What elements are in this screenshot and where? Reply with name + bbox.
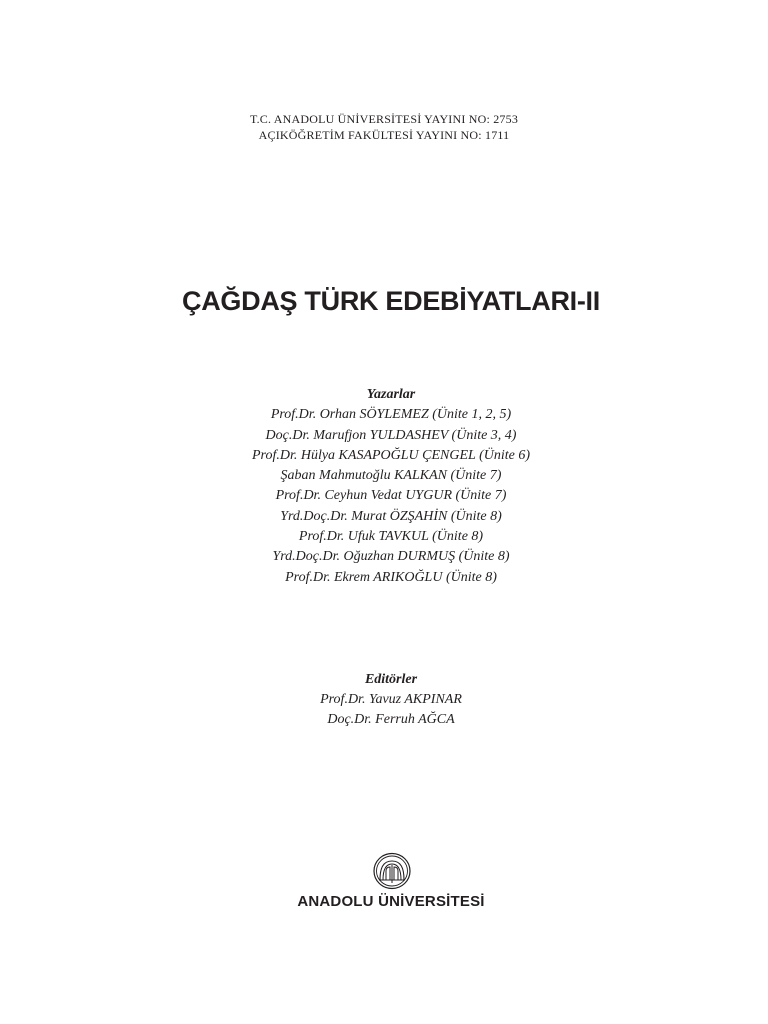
author-line: Prof.Dr. Ceyhun Vedat UYGUR (Ünite 7): [275, 488, 507, 504]
faculty-publication-number-line: AÇIKÖĞRETİM FAKÜLTESİ YAYINI NO: 1711: [258, 128, 510, 142]
author-line: Prof.Dr. Ekrem ARIKOĞLU (Ünite 8): [285, 569, 497, 585]
editor-line: Doç.Dr. Ferruh AĞCA: [327, 712, 455, 727]
author-line: Prof.Dr. Orhan SÖYLEMEZ (Ünite 1, 2, 5): [270, 407, 512, 423]
publisher-info: [0, 111, 768, 143]
book-title: ÇAĞDAŞ TÜRK EDEBİYATLARI-II: [182, 286, 600, 316]
publication-number-line: T.C. ANADOLU ÜNİVERSİTESİ YAYINI NO: 2753: [249, 112, 519, 126]
editor-line: Prof.Dr. Yavuz AKPINAR: [320, 692, 462, 707]
authors-heading: Yazarlar: [366, 387, 416, 402]
author-line: Şaban Mahmutoğlu KALKAN (Ünite 7): [280, 468, 502, 484]
anadolu-university-logo-icon: [372, 852, 412, 890]
editors-section: [0, 670, 768, 730]
author-line: Doç.Dr. Marufjon YULDASHEV (Ünite 3, 4): [265, 427, 517, 443]
author-line: Prof.Dr. Ufuk TAVKUL (Ünite 8): [298, 529, 484, 545]
university-name: ANADOLU ÜNİVERSİTESİ: [297, 893, 485, 910]
authors-section: [0, 385, 768, 588]
author-line: Prof.Dr. Hülya KASAPOĞLU ÇENGEL (Ünite 6): [251, 447, 531, 463]
editors-heading: Editörler: [364, 672, 418, 687]
author-line: Yrd.Doç.Dr. Oğuzhan DURMUŞ (Ünite 8): [272, 549, 510, 565]
author-line: Yrd.Doç.Dr. Murat ÖZŞAHİN (Ünite 8): [280, 508, 502, 524]
